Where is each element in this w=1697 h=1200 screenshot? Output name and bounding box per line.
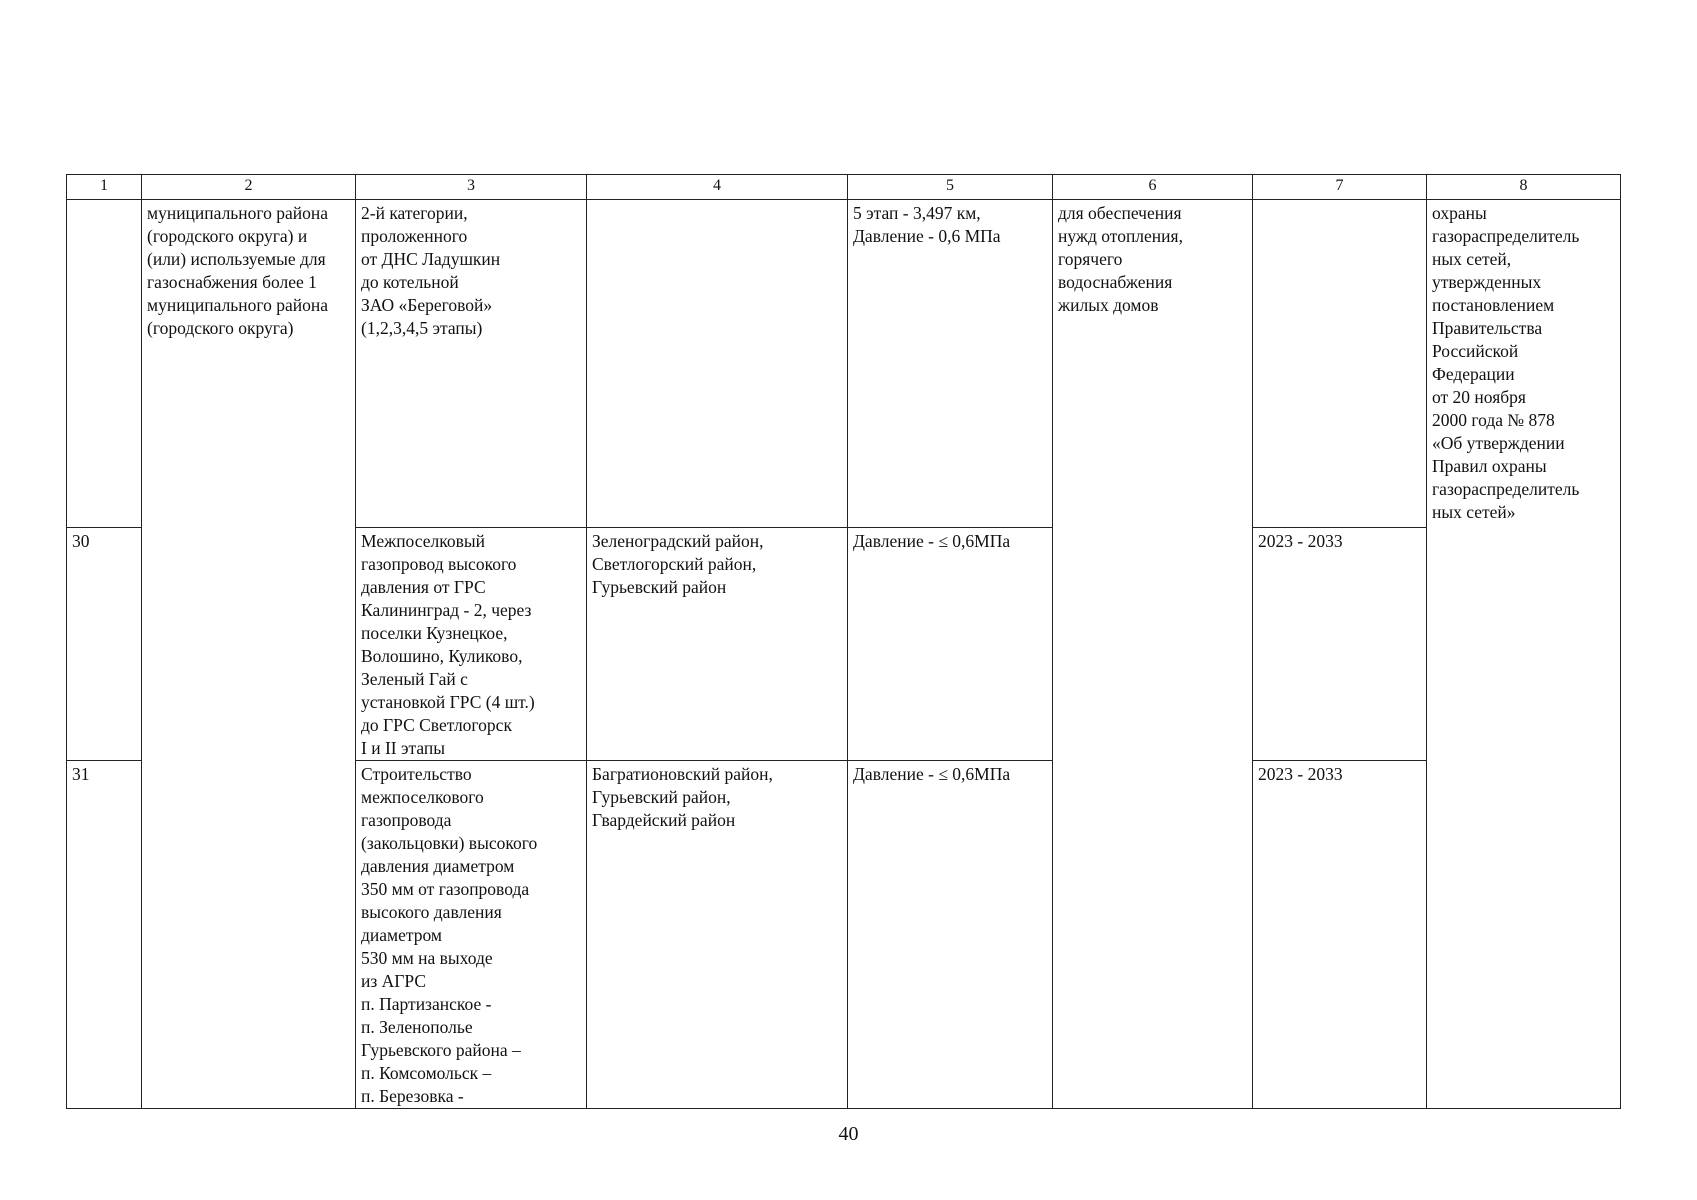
cell-location xyxy=(587,200,848,528)
purpose-text: для обеспечения нужд отопления, горячего водоснабжения жилых домов xyxy=(1058,203,1183,315)
page-number: 40 xyxy=(838,1123,859,1145)
row-number: 30 xyxy=(67,528,142,761)
column-header-7: 7 xyxy=(1253,175,1427,200)
column-header-6: 6 xyxy=(1053,175,1253,200)
table-header-row xyxy=(67,175,1621,200)
cell-characteristics xyxy=(848,200,1053,528)
object-name-text: 2-й категории, проложенного от ДНС Ладушкин до котельной ЗАО «Береговой» (1,2,3,4,5 этапы) xyxy=(361,203,501,338)
object-characteristics: Давление - ≤ 0,6МПа xyxy=(848,528,1053,761)
category-text: муниципального района (городского округа) и (или) используемые для газоснабжения более 1 муниципального района (городского округа) xyxy=(147,203,329,338)
table-row-continuation xyxy=(67,200,1621,528)
column-header-2: 2 xyxy=(142,175,356,200)
cell-category xyxy=(142,200,356,1109)
object-name: Межпоселковый газопровод высокого давления от ГРС Калининград - 2, через поселки Кузнецкое, Волошино, Куликово, Зеленый Гай с установкой ГРС (4 шт.) до ГРС Светлогорск I и II этапы xyxy=(356,528,587,761)
object-characteristics: Давление - ≤ 0,6МПа xyxy=(848,761,1053,1109)
object-period: 2023 - 2033 xyxy=(1253,761,1427,1109)
infrastructure-table xyxy=(66,174,1621,1109)
column-header-8: 8 xyxy=(1427,175,1621,200)
characteristics-text: 5 этап - 3,497 км, Давление - 0,6 МПа xyxy=(853,203,1001,246)
column-header-4: 4 xyxy=(587,175,848,200)
object-location: Багратионовский район, Гурьевский район, Гвардейский район xyxy=(587,761,848,1109)
object-period: 2023 - 2033 xyxy=(1253,528,1427,761)
column-header-5: 5 xyxy=(848,175,1053,200)
column-header-3: 3 xyxy=(356,175,587,200)
cell-regulation xyxy=(1427,200,1621,1109)
cell-period xyxy=(1253,200,1427,528)
object-location: Зеленоградский район, Светлогорский район, Гурьевский район xyxy=(587,528,848,761)
object-name: Строительство межпоселкового газопровода (закольцовки) высокого давления диаметром 350 мм от газопровода высокого давления диаметром 530 мм на выходе из АГРС п. Партизанское - п. Зеленополье Гурьевского района – п. Комсомольск – п. Березовка - xyxy=(356,761,587,1109)
cell-purpose xyxy=(1053,200,1253,1109)
regulation-text: охраны газораспределитель ных сетей, утвержденных постановлением Правительства Российской Федерации от 20 ноября 2000 года № 878 «Об утверждении Правил охраны газораспределитель ных сетей» xyxy=(1432,203,1580,522)
cell-number xyxy=(67,200,142,528)
cell-object-name xyxy=(356,200,587,528)
row-number: 31 xyxy=(67,761,142,1109)
column-header-1: 1 xyxy=(67,175,142,200)
